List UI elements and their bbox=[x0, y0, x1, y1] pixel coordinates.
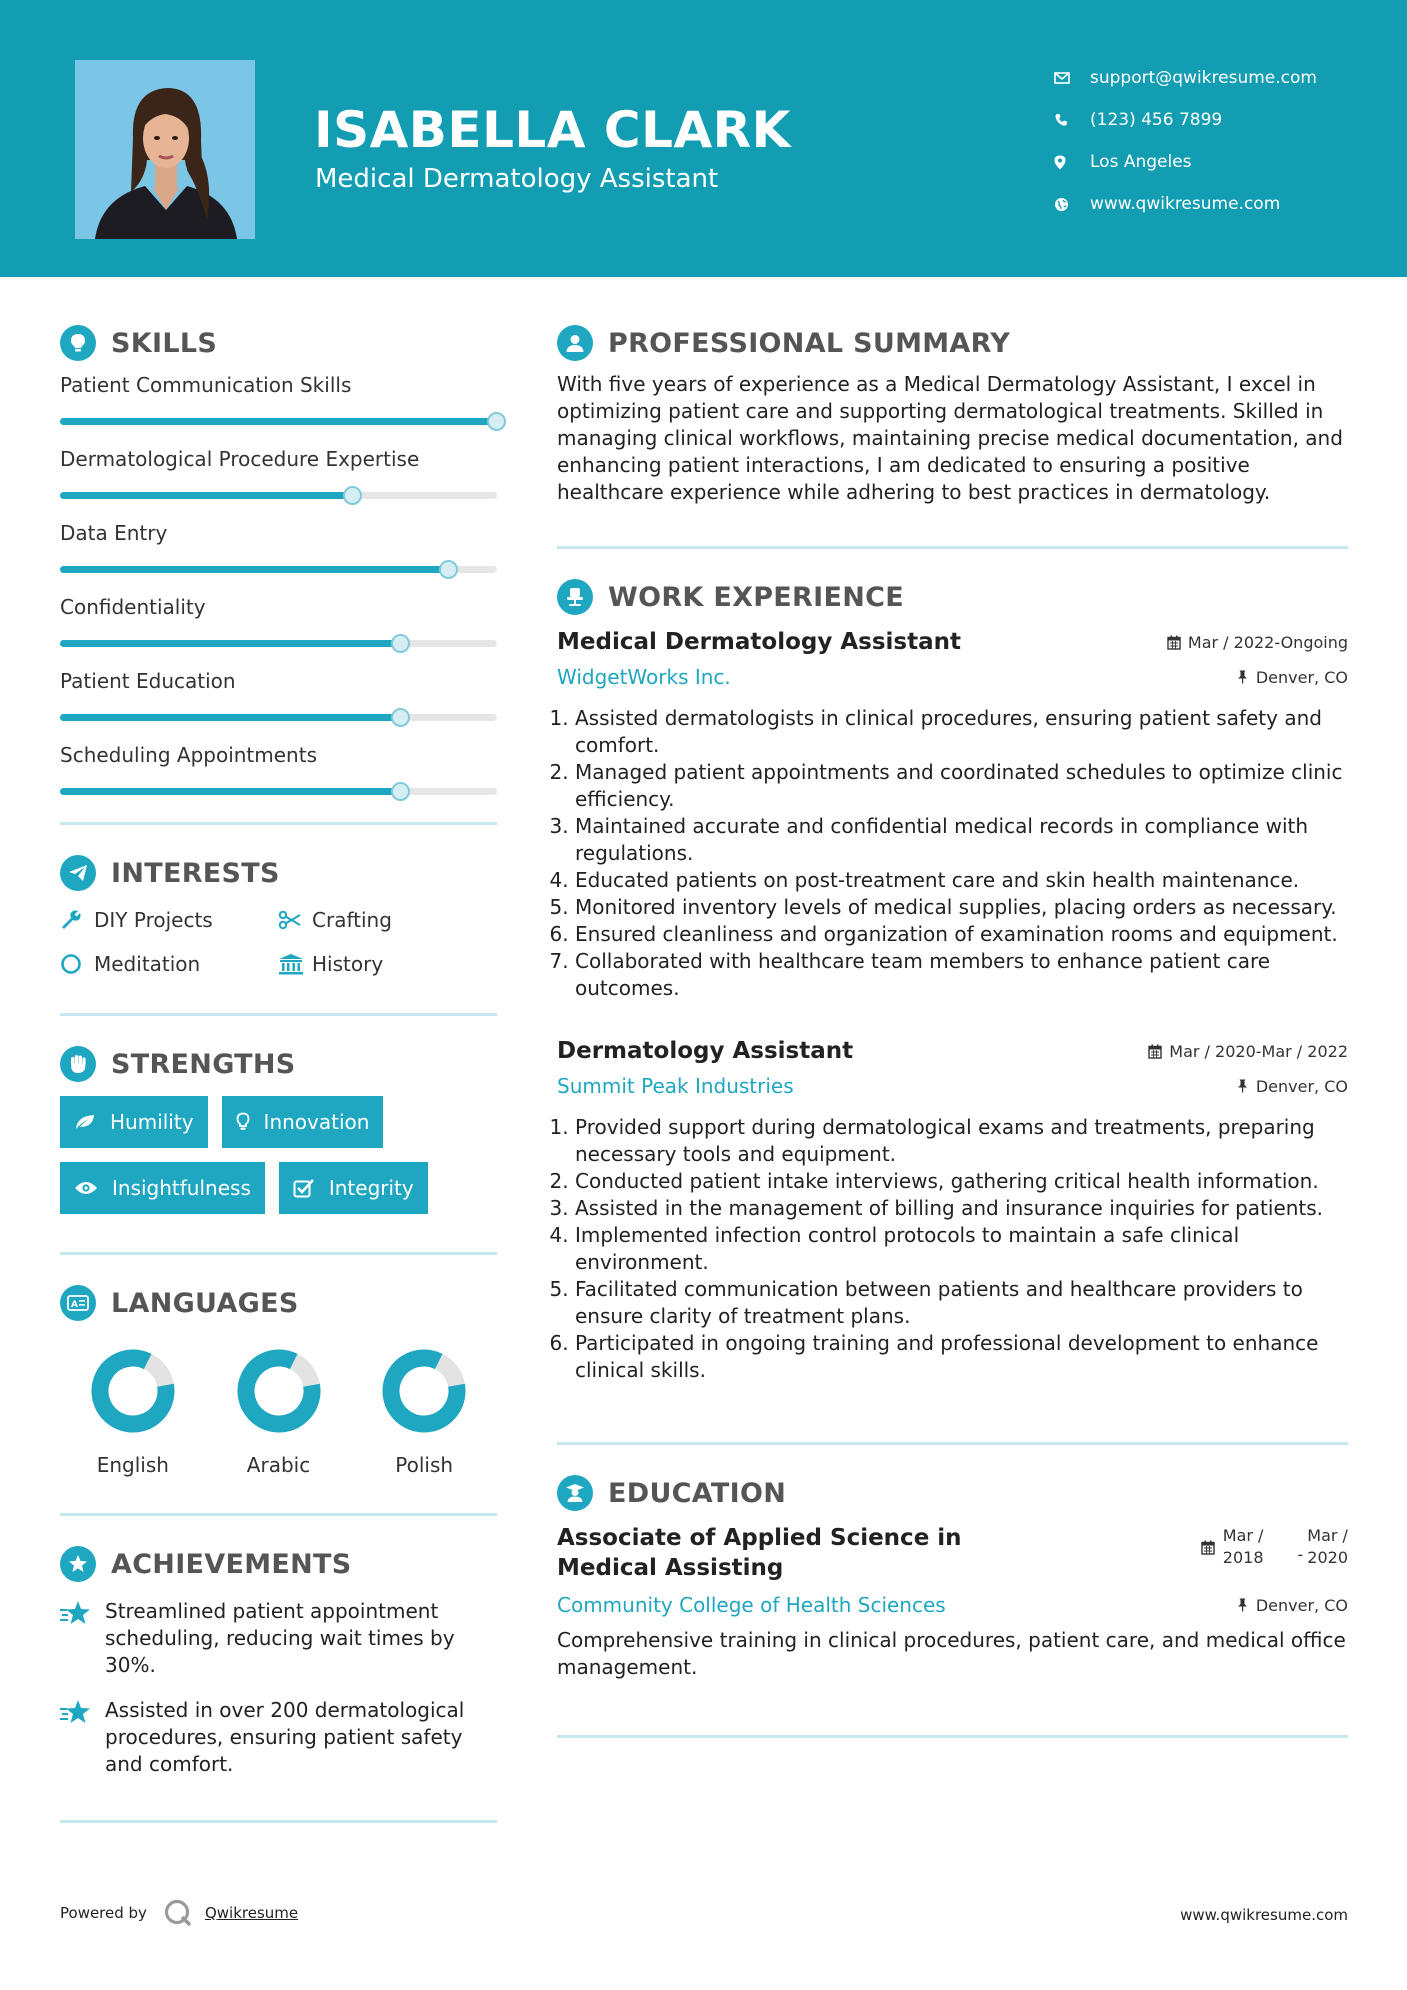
skill-label: Patient Communication Skills bbox=[60, 373, 352, 397]
experience-heading bbox=[557, 579, 1348, 615]
achievement-text: Assisted in over 200 dermatological procedures, ensuring patient safety and comfort. bbox=[105, 1698, 465, 1776]
achievement-item bbox=[60, 1697, 497, 1778]
skill-bar bbox=[60, 492, 497, 499]
paper-plane-icon bbox=[60, 855, 96, 891]
skills-list bbox=[60, 371, 497, 795]
summary-title: PROFESSIONAL SUMMARY bbox=[608, 327, 1011, 359]
strengths-heading bbox=[60, 1046, 497, 1082]
calendar-icon bbox=[1167, 635, 1181, 650]
language-donut bbox=[382, 1349, 466, 1433]
section-divider bbox=[60, 1013, 497, 1016]
achievement-text: Streamlined patient appointment scheduling, reducing wait times by 30%. bbox=[105, 1599, 455, 1677]
skill-bar-fill bbox=[60, 714, 401, 721]
contact-location bbox=[1054, 141, 1317, 183]
pushpin-icon bbox=[1237, 1079, 1248, 1093]
user-icon bbox=[557, 325, 593, 361]
job-location bbox=[1237, 1077, 1348, 1096]
duty-item: 5. Facilitated communication between patients and healthcare providers to ensure clarity of treatment plans. bbox=[575, 1276, 1348, 1330]
interest-label: Crafting bbox=[312, 908, 392, 932]
contact-phone-text[interactable]: (123) 456 7899 bbox=[1090, 110, 1223, 130]
skill-item bbox=[60, 371, 497, 425]
skill-bar-knob bbox=[391, 782, 410, 801]
skill-bar-fill bbox=[60, 640, 401, 647]
candidate-name: ISABELLA CLARK bbox=[314, 101, 791, 159]
scissors-icon bbox=[278, 910, 312, 930]
language-label: Arabic bbox=[246, 1453, 311, 1477]
skill-bar-fill bbox=[60, 788, 401, 795]
calendar-icon bbox=[1201, 1540, 1215, 1555]
office-chair-icon bbox=[557, 579, 593, 615]
resume-header bbox=[0, 0, 1407, 277]
language-item bbox=[60, 1349, 206, 1477]
powered-by-text: Powered by bbox=[60, 1904, 147, 1922]
education-end-year: 2020 bbox=[1307, 1548, 1348, 1567]
duty-item: 3. Maintained accurate and confidential medical records in compliance with regulations. bbox=[575, 813, 1348, 867]
education-location-text: Denver, CO bbox=[1255, 1595, 1348, 1615]
job-location-text: Denver, CO bbox=[1255, 667, 1348, 687]
job-title: Medical Dermatology Assistant bbox=[557, 629, 961, 655]
star-badge-icon bbox=[60, 1546, 96, 1582]
summary-heading bbox=[557, 325, 1348, 361]
map-pin-icon bbox=[1054, 155, 1090, 170]
interest-item bbox=[60, 949, 278, 979]
skill-bar-knob bbox=[391, 708, 410, 727]
interests-heading bbox=[60, 855, 497, 891]
skills-title: SKILLS bbox=[111, 327, 218, 359]
contact-location-text: Los Angeles bbox=[1090, 152, 1192, 172]
skill-bar-knob bbox=[439, 560, 458, 579]
skill-bar bbox=[60, 788, 497, 795]
strength-label: Insightfulness bbox=[112, 1176, 251, 1200]
education-start bbox=[1223, 1525, 1264, 1569]
right-column bbox=[557, 325, 1348, 1738]
strength-chip bbox=[279, 1162, 428, 1214]
skill-label: Confidentiality bbox=[60, 595, 206, 619]
skill-bar-knob bbox=[343, 486, 362, 505]
globe-icon bbox=[1054, 197, 1090, 212]
degree-title: Associate of Applied Science in Medical Assisting bbox=[557, 1525, 962, 1581]
interest-label: History bbox=[312, 952, 384, 976]
contact-email[interactable] bbox=[1054, 57, 1317, 99]
skill-bar bbox=[60, 714, 497, 721]
svg-text:A: A bbox=[71, 1300, 78, 1310]
skill-label: Data Entry bbox=[60, 521, 168, 545]
interest-label: DIY Projects bbox=[94, 908, 213, 932]
duty-item: 5. Monitored inventory levels of medical supplies, placing orders as necessary. bbox=[575, 894, 1348, 921]
skill-label: Patient Education bbox=[60, 669, 236, 693]
duty-item: 4. Implemented infection control protocols to maintain a safe clinical environment. bbox=[575, 1222, 1348, 1276]
interest-label: Meditation bbox=[94, 952, 201, 976]
contact-list bbox=[1054, 57, 1317, 225]
languages-heading bbox=[60, 1285, 497, 1321]
job-location-text: Denver, CO bbox=[1255, 1076, 1348, 1096]
skill-bar-fill bbox=[60, 418, 497, 425]
duty-item: 2. Managed patient appointments and coordinated schedules to optimize clinic efficiency. bbox=[575, 759, 1348, 813]
language-icon bbox=[60, 1285, 96, 1321]
duty-item: 1. Assisted dermatologists in clinical procedures, ensuring patient safety and comfort. bbox=[575, 705, 1348, 759]
contact-phone[interactable] bbox=[1054, 99, 1317, 141]
skill-item bbox=[60, 519, 497, 573]
education-entry bbox=[557, 1523, 1348, 1681]
contact-website[interactable] bbox=[1054, 183, 1317, 225]
skill-item bbox=[60, 445, 497, 499]
language-item bbox=[206, 1349, 352, 1477]
section-divider bbox=[557, 546, 1348, 549]
strength-label: Humility bbox=[110, 1110, 194, 1134]
skill-label: Scheduling Appointments bbox=[60, 743, 317, 767]
achievements-list bbox=[60, 1598, 497, 1778]
phone-icon bbox=[1054, 113, 1090, 127]
profile-photo bbox=[75, 60, 255, 239]
skill-bar-fill bbox=[60, 492, 353, 499]
strength-chip bbox=[60, 1162, 265, 1214]
interest-item bbox=[60, 905, 278, 935]
strength-label: Integrity bbox=[328, 1176, 414, 1200]
star-icon bbox=[60, 1697, 105, 1778]
section-divider bbox=[60, 822, 497, 825]
strength-label: Innovation bbox=[263, 1110, 370, 1134]
skill-bar-knob bbox=[391, 634, 410, 653]
job-date bbox=[1167, 627, 1348, 652]
left-column bbox=[60, 325, 497, 1823]
summary-text: With five years of experience as a Medical Dermatology Assistant, I excel in optimizing patient care and supporting dermatological treatments. Skilled in managing clinical workflows, maintaining precise medical documentation, and enhancing patient interactions, I am dedicated to ensuring a positive healthcare experience while adhering to best practices in dermatology. bbox=[557, 372, 1343, 504]
brand-link[interactable]: Qwikresume bbox=[204, 1904, 299, 1922]
company-name: Summit Peak Industries bbox=[557, 1074, 794, 1098]
skill-label: Dermatological Procedure Expertise bbox=[60, 447, 420, 471]
education-end bbox=[1307, 1525, 1348, 1569]
contact-website-text[interactable]: www.qwikresume.com bbox=[1090, 194, 1281, 214]
section-divider bbox=[557, 1735, 1348, 1738]
language-item bbox=[351, 1349, 497, 1477]
language-label: Polish bbox=[395, 1453, 454, 1477]
checkbox-icon bbox=[293, 1178, 315, 1198]
education-end-month: Mar / bbox=[1307, 1526, 1348, 1545]
qwikresume-logo-icon bbox=[163, 1898, 193, 1928]
skill-item bbox=[60, 667, 497, 721]
fist-icon bbox=[60, 1046, 96, 1082]
job-title: Dermatology Assistant bbox=[557, 1038, 854, 1064]
languages-title: LANGUAGES bbox=[111, 1287, 299, 1319]
duty-list bbox=[557, 1114, 1348, 1384]
education-title: EDUCATION bbox=[608, 1477, 787, 1509]
skill-bar bbox=[60, 640, 497, 647]
duty-item: 4. Educated patients on post-treatment care and skin health maintenance. bbox=[575, 867, 1348, 894]
calendar-icon bbox=[1148, 1044, 1162, 1059]
job-entry bbox=[557, 1036, 1348, 1384]
language-donut bbox=[237, 1349, 321, 1433]
duty-item: 3. Assisted in the management of billing and insurance inquiries for patients. bbox=[575, 1195, 1348, 1222]
museum-icon bbox=[278, 953, 312, 975]
lightbulb-icon bbox=[236, 1112, 250, 1132]
wrench-icon bbox=[60, 909, 94, 931]
school-name: Community College of Health Sciences bbox=[557, 1593, 946, 1617]
education-description: Comprehensive training in clinical procedures, patient care, and medical office management. bbox=[557, 1628, 1346, 1679]
skill-bar bbox=[60, 566, 497, 573]
envelope-icon bbox=[1054, 72, 1090, 84]
interest-item bbox=[278, 949, 488, 979]
strengths-list bbox=[60, 1096, 497, 1214]
skills-heading bbox=[60, 325, 497, 361]
interests-list bbox=[60, 905, 497, 979]
footer-website[interactable]: www.qwikresume.com bbox=[1180, 1906, 1348, 1924]
experience-title: WORK EXPERIENCE bbox=[608, 581, 904, 613]
company-name: WidgetWorks Inc. bbox=[557, 665, 731, 689]
education-start-year: 2018 bbox=[1222, 1548, 1264, 1567]
graduate-icon bbox=[557, 1475, 593, 1511]
job-date-text: Mar / 2020-Mar / 2022 bbox=[1169, 1042, 1348, 1061]
section-divider bbox=[60, 1513, 497, 1516]
achievement-item bbox=[60, 1598, 497, 1679]
pushpin-icon bbox=[1237, 1598, 1248, 1612]
interest-item bbox=[278, 905, 488, 935]
education-heading bbox=[557, 1475, 1348, 1511]
duty-item: 7. Collaborated with healthcare team members to enhance patient care outcomes. bbox=[575, 948, 1348, 1002]
leaf-icon bbox=[74, 1113, 96, 1131]
duty-list bbox=[557, 705, 1348, 1002]
skill-bar-knob bbox=[487, 412, 506, 431]
skill-item bbox=[60, 741, 497, 795]
education-start-month: Mar / bbox=[1222, 1526, 1264, 1545]
language-donut bbox=[91, 1349, 175, 1433]
circle-icon bbox=[60, 953, 94, 975]
date-separator: - bbox=[1297, 1545, 1304, 1564]
skill-item bbox=[60, 593, 497, 647]
star-icon bbox=[60, 1598, 105, 1679]
eye-icon bbox=[74, 1180, 98, 1196]
strength-chip bbox=[60, 1096, 208, 1148]
lightbulb-icon bbox=[60, 325, 96, 361]
strength-chip bbox=[222, 1096, 384, 1148]
candidate-title: Medical Dermatology Assistant bbox=[315, 164, 719, 194]
achievements-heading bbox=[60, 1546, 497, 1582]
contact-email-text[interactable]: support@qwikresume.com bbox=[1090, 68, 1317, 88]
duty-item: 1. Provided support during dermatological exams and treatments, preparing necessary tools and equipment. bbox=[575, 1114, 1348, 1168]
education-location bbox=[1237, 1596, 1348, 1615]
language-label: English bbox=[96, 1453, 169, 1477]
interests-title: INTERESTS bbox=[111, 857, 280, 889]
job-date bbox=[1148, 1036, 1348, 1061]
duty-item: 6. Ensured cleanliness and organization of examination rooms and equipment. bbox=[575, 921, 1348, 948]
footer-brand bbox=[60, 1898, 298, 1928]
section-divider bbox=[60, 1252, 497, 1255]
section-divider bbox=[60, 1820, 497, 1823]
strengths-title: STRENGTHS bbox=[111, 1048, 296, 1080]
skill-bar bbox=[60, 418, 497, 425]
job-entry bbox=[557, 627, 1348, 1002]
pushpin-icon bbox=[1237, 670, 1248, 684]
achievements-title: ACHIEVEMENTS bbox=[111, 1548, 352, 1580]
job-date-text: Mar / 2022-Ongoing bbox=[1187, 633, 1348, 652]
languages-list bbox=[60, 1349, 497, 1477]
duty-item: 6. Participated in ongoing training and professional development to enhance clinical skills. bbox=[575, 1330, 1348, 1384]
skill-bar-fill bbox=[60, 566, 449, 573]
education-dates bbox=[1201, 1523, 1348, 1569]
job-location bbox=[1237, 668, 1348, 687]
duty-item: 2. Conducted patient intake interviews, gathering critical health information. bbox=[575, 1168, 1348, 1195]
section-divider bbox=[557, 1442, 1348, 1445]
